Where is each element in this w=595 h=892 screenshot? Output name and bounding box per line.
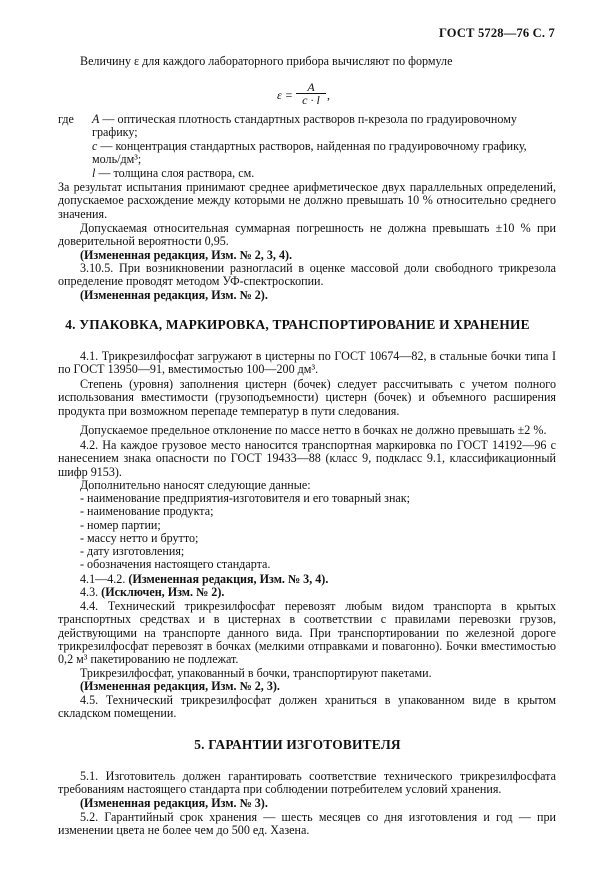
section-4-title: 4. УПАКОВКА, МАРКИРОВКА, ТРАНСПОРТИРОВАНИЕ И ХРАНЕНИЕ	[65, 317, 530, 332]
paragraph-deviation: Допускаемое предельное отклонение по массе нетто в бочках не должно превышать ±2 %.	[80, 423, 547, 437]
paragraph-packets: Трикрезилфосфат, упакованный в бочки, транспортируют пакетами.	[80, 666, 432, 680]
definition-symbol: A	[92, 112, 100, 126]
definition-item	[92, 113, 558, 140]
intro-line: Величину ε для каждого лабораторного прибора вычисляют по формуле	[80, 54, 453, 68]
paragraph-5-2: 5.2. Гарантийный срок хранения — шесть месяцев со дня изготовления и год — при изменении цвета не более чем до 500 ед. Хазена.	[58, 810, 556, 838]
paragraph-4-5: 4.5. Технический трикрезилфосфат должен храниться в упакованном виде в крытом складском помещении.	[58, 693, 556, 721]
paragraph-4-3	[58, 586, 556, 599]
edition-note: (Исключен, Изм. № 2).	[101, 585, 225, 599]
formula-lhs: ε =	[277, 88, 293, 102]
list-item: - дату изготовления;	[80, 544, 185, 559]
paragraph-error: Допускаемая относительная суммарная погрешность не должна превышать ±10 % при доверительной вероятности 0,95.	[58, 221, 556, 249]
paragraph-extra-data: Дополнительно наносят следующие данные:	[80, 478, 311, 492]
edition-note: (Измененная редакция, Изм. № 2, 3).	[80, 679, 280, 693]
definition-symbol: l	[92, 166, 96, 180]
formula-denominator: c · l	[302, 93, 320, 107]
formula-tail: ,	[327, 88, 330, 102]
list-item: - номер партии;	[80, 517, 161, 532]
formula-fraction	[296, 81, 326, 107]
edition-note: (Измененная редакция, Изм. № 2, 3, 4).	[80, 248, 293, 262]
paragraph-result: За результат испытания принимают среднее арифметическое двух параллельных определений, допускаемое расхождение между которыми не должно превышать 10 % относительно среднего значения.	[58, 180, 556, 221]
page-header: ГОСТ 5728—76 С. 7	[438, 26, 555, 40]
definition-text: — толщина слоя раствора, см.	[95, 166, 255, 180]
definition-item	[92, 140, 558, 167]
paragraph-4-1: 4.1. Трикрезилфосфат загружают в цистерны по ГОСТ 10674—82, в стальные бочки типа I по ГОСТ 13950—91, вместимостью 100—200 дм³.	[58, 349, 556, 377]
definition-item	[92, 167, 558, 180]
definition-text: — оптическая плотность стандартных растворов п-крезола по градуировочному графику;	[92, 112, 517, 140]
list-item: - наименование продукта;	[80, 504, 214, 519]
list-item: - массу нетто и брутто;	[80, 530, 199, 545]
clause-number: 4.3.	[80, 585, 99, 599]
list-item: - наименование предприятия-изготовителя и его товарный знак;	[80, 491, 411, 505]
edition-note: (Измененная редакция, Изм. № 3).	[80, 796, 268, 810]
list-item: - обозначения настоящего стандарта.	[80, 557, 271, 572]
paragraph-4-2: 4.2. На каждое грузовое место наносится транспортная маркировка по ГОСТ 14192—96 с нанесением знака опасности по ГОСТ 19433—88 (класс 9, подкласс 9.1, классификационный шифр 9153).	[58, 438, 556, 479]
paragraph-5-1: 5.1. Изготовитель должен гарантировать соответствие технического трикрезилфосфата требованиям настоящего стандарта при соблюдении потребителем условий хранения.	[58, 769, 556, 797]
definition-text: — концентрация стандартных растворов, найденная по градуировочному графику, моль/дм³;	[92, 139, 527, 167]
edition-note: (Измененная редакция, Изм. № 3, 4).	[128, 572, 329, 586]
section-5-title: 5. ГАРАНТИИ ИЗГОТОВИТЕЛЯ	[194, 737, 401, 752]
edition-note: (Измененная редакция, Изм. № 2).	[80, 288, 268, 302]
clause-number: 4.1—4.2.	[80, 572, 126, 586]
definition-symbol: c	[92, 139, 98, 153]
paragraph-filling: Степень (уровня) заполнения цистерн (бочек) следует рассчитывать с учетом полного использования вместимости (грузоподъемности) цистерн (бочек) и объемного расширения продукта при возможном перепаде температур в пути следования.	[58, 377, 556, 418]
marking-list	[58, 492, 556, 572]
paragraph-4-4: 4.4. Технический трикрезилфосфат перевозят любым видом транспорта в крытых транспортных средствах и в цистернах в соответствии с правилами перевозки грузов, действующими на транспорте данного вида. При транспортировании по железной дороге трикрезилфосфат перевозят в бочках (мелкими отправками и повагонно). Бочки вместимостью 0,2 м³ пакетированию не подлежат.	[58, 599, 556, 667]
definitions-where: где	[58, 112, 74, 126]
paragraph-3-10-5: 3.10.5. При возникновении разногласий в оценке массовой доли свободного трикрезола определение проводят методом УФ-спектроскопии.	[58, 261, 556, 289]
formula-numerator: A	[296, 81, 326, 94]
